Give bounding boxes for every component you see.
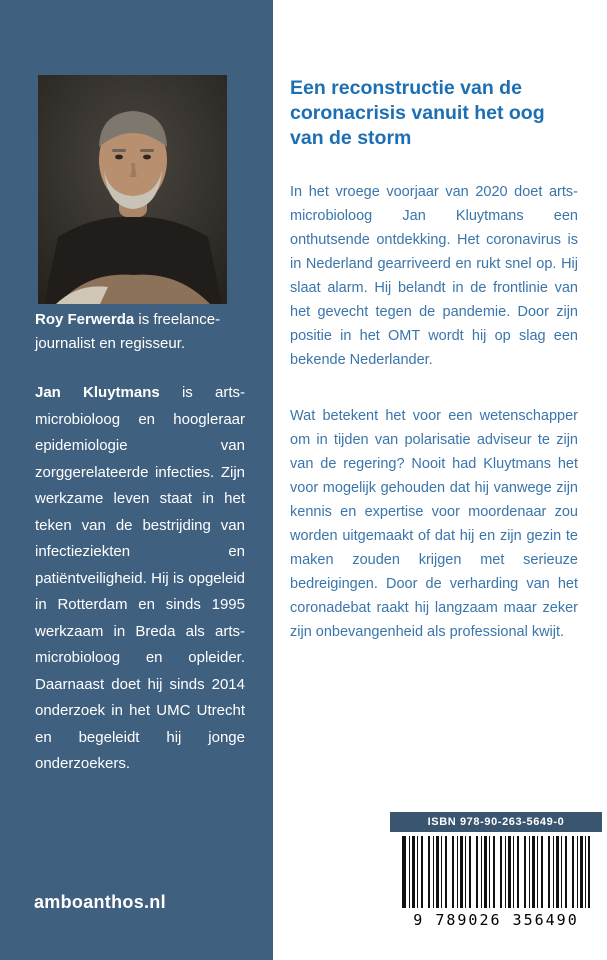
bio-roy-text: is freelance-journalist en regisseur.	[35, 311, 221, 352]
blurb-paragraph-1: In het vroege voorjaar van 2020 doet arts-microbioloog Jan Kluytmans een onthutsende ontdekking. Het coronavirus is in Nederland gearriveerd en rukt snel op. Hij slaat alarm. Hij belandt in de frontlinie van het gevecht tegen de pandemie. Door zijn positie in het OMT wordt hij op slag een bekende Nederlander.	[290, 184, 578, 368]
publisher-url: amboanthos.nl	[34, 892, 166, 912]
bio-jan-text: is arts-microbioloog en hoogleraar epidemiologie van zorggerelateerde infecties. Zijn werkzame leven staat in het teken van de bestrijding van infectieziekten en patiëntveiligheid. Hij is opgeleid in Rotterdam en sinds 1995 werkzaam in Breda als arts-microbioloog en opleider. Daarnaast doet hij sinds 2014 onderzoek in het UMC Utrecht en begeleidt hij jonge onderzoekers.	[35, 384, 246, 772]
left-panel	[0, 0, 273, 960]
right-panel	[273, 0, 607, 960]
bio-roy-name: Roy Ferwerda	[35, 311, 135, 328]
barcode-block	[390, 812, 602, 935]
bio-jan-kluytmans	[35, 380, 245, 778]
author-photo-graphic	[38, 75, 227, 304]
barcode-number: 9 789026 356490	[390, 908, 602, 935]
blurb-heading: Een reconstructie van de coronacrisis vanuit het oog van de storm	[290, 77, 545, 149]
barcode	[390, 832, 602, 908]
author-photo	[38, 75, 227, 304]
isbn-label: ISBN 978-90-263-5649-0	[390, 812, 602, 832]
bio-jan-name: Jan Kluytmans	[35, 384, 160, 401]
blurb-paragraph-2: Wat betekent het voor een wetenschapper om in tijden van polarisatie adviseur te zijn van de regering? Nooit had Kluytmans het voor mogelijk gehouden dat hij vanwege zijn kennis en expertise voor moordenaar zou worden uitgemaakt of dat hij en zijn gezin te maken zouden krijgen met serieuze bedreigingen. Door de verharding van het coronadebat raakt hij langzaam maar zeker zijn onbevangenheid als professional kwijt.	[290, 408, 578, 640]
barcode-bars	[402, 836, 590, 908]
bio-roy-ferwerda	[35, 308, 247, 356]
